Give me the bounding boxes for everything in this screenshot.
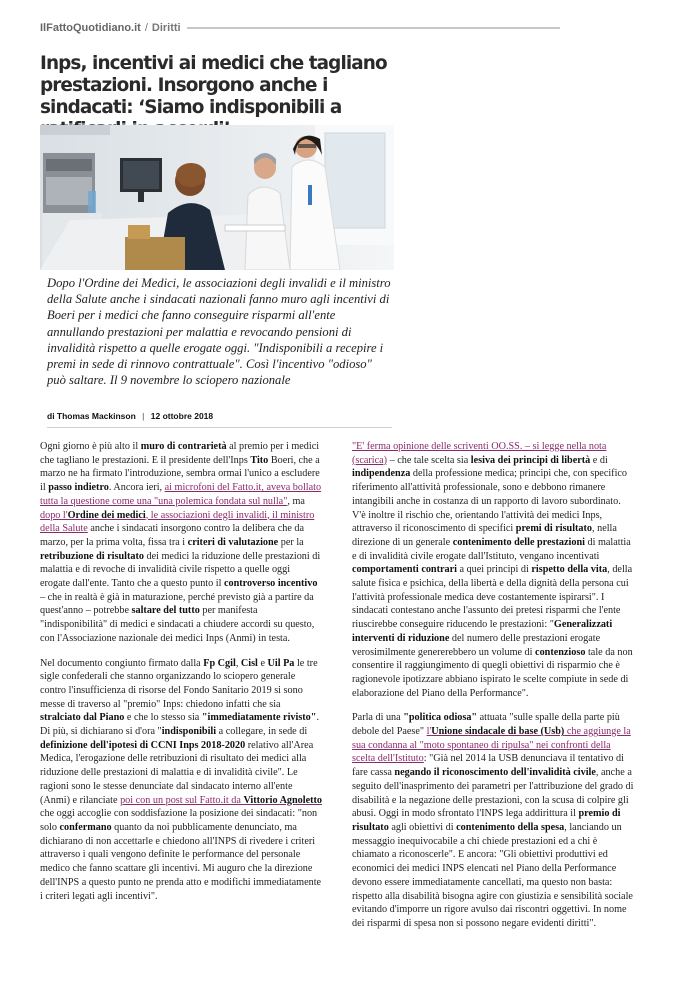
article-column-left — [40, 440, 322, 914]
article-lead: Dopo l'Ordine dei Medici, le associazioni degli invalidi e il ministro della Salute anche i sindacati nazionali fanno muro agli incentivi di Boeri per i medici che fanno conseguire risparmi all'ente annullando prestazioni per malattia e revocando pensioni di invalidità rispetto a quelle erogate oggi. "Indisponibili a recepire i premi in sede di rinnovo contrattuale". Così l'incentivo "odioso" può saltare. Il 9 novembre lo sciopero nazionale — [47, 276, 391, 388]
section-link[interactable]: Diritti — [151, 22, 181, 34]
usb-link[interactable]: l'Unione sindacale di base (Usb) che aggiunge la sua condanna al "moto spontaneo di ripulsa" nei confronti della scelta dell'Istituto — [352, 726, 631, 765]
agnoletto-post-link[interactable]: poi con un post sul Fatto.it da Vittorio Agnoletto — [120, 794, 323, 806]
breadcrumb-separator: / — [144, 22, 148, 34]
paragraph-1: Ogni giorno è più alto il muro di contrarietà al premio per i medici che tagliano le prestazioni. E il presidente dell'Inps Tito Boeri, che a marzo ne ha firmato l'introduzione, sembra ormai l'unico a escludere il passo indietro. Ancora ieri, ai microfoni del Fatto.it, aveva bollato tutta la questione come una "una polemica fondata sul nulla", ma dopo l'Ordine dei medici, le associazioni degli invalidi, il ministro della Salute anche i sindacati insorgono contro la delibera che da marzo, per la prima volta, fissa tra i criteri di valutazione per la retribuzione di risultato dei medici la riduzione delle prestazioni di malattia e di revoche di invalidità civile rispetto a quelle oggi erogate dall'ente. Tanto che a questo punto il controverso incentivo – che in realtà è già in maturazione, perché previsto già a partire da quest'anno – potrebbe saltare del tutto per manifesta "indisponibilità" di medici e sindacati a chiudere accordi su questo, con l'Associazione nazionale dei medici Inps (Anmi) in testa. — [40, 441, 322, 644]
publish-date: 12 ottobre 2018 — [150, 411, 214, 421]
breadcrumb-header — [40, 22, 560, 34]
ordine-medici-link[interactable]: dopo l'Ordine dei medici, le associazioni degli invalidi, il ministro della Salute — [40, 509, 315, 535]
byline-separator: | — [142, 411, 145, 421]
paragraph-2: Nel documento congiunto firmato dalla Fp Cgil, Cisl e Uil Pa le tre sigle confederali che stanno organizzando lo sciopero generale contro l'insufficienza di risorse del Fondo Sanitario 2019 si sono messe di traverso al "premio" Inps: chiedono infatti che sia stralciato dal Piano e che lo stesso sia "immediatamente rivisto". Di più, si dichiarano si d'ora "indisponibili a collegare, in sede di definizione dell'ipotesi di CCNI Inps 2018-2020 relativo all'Area Medica, l'erogazione delle retribuzioni di risultato dei medici alla riduzione delle prestazioni di malattia e di invalidità civile". Le ragioni sono le stesse denunciate dal sindacato interno all'ente (Anmi) e rilanciate poi con un post sul Fatto.it da Vittorio Agnoletto che oggi accoglie con soddisfazione la posizione dei sindacati: "non solo confermano quanto da noi pubblicamente denunciato, ma dichiarano di non accettarle e chiedono all'INPS di rivedere i criteri attraverso i quali vengono definite le performance del personale medico che fanno scattare gli incentivi. Mi auguro che la direzione dell'INPS a questo punto ne prenda atto e modifichi immediatamente i criteri legati agli incentivi". — [40, 657, 323, 902]
boeri-interview-link[interactable]: ai microfoni del Fatto.it, aveva bollato tutta la questione come una "una polemica fondata sul nulla" — [40, 482, 322, 507]
header-rule — [187, 27, 560, 29]
author-name[interactable]: di Thomas Mackinson — [47, 411, 136, 421]
article-photo — [40, 125, 394, 270]
article-title: Inps, incentivi ai medici che tagliano prestazioni. Insorgono anche i sindacati: ‘Siamo indisponibili a — [40, 53, 387, 118]
paragraph-3: "E' ferma opinione delle scriventi OO.SS. – si legge nella nota (scarica) – che tale scelta sia lesiva dei principi di libertà e di indipendenza della professione medica; principi che, con specifico riferimento all'attività professionale, sono e debbono rimanere intangibili anche in costanza di un rapporto di lavoro subordinato. V'è inoltre il rischio che, orientando l'attività dei medici Inps, attraverso il riconoscimento di specifici premi di risultato, nella direzione di un generale contenimento delle prestazioni di malattia e di invalidità civile erogate dall'Istituto, vengano incentivati comportamenti contrari a quei principi di rispetto della vita, della salute fisica e psichica, della libertà e della dignità della persona cui l'attività professionale medica deve costantemente ispirarsi". I sindacati contestano anche l'assunto dei pretesi risparmi che l'ente riuscirebbe conseguire riducendo le prestazioni: "Generalizzati interventi di riduzione del numero delle prestazioni erogate verosimilmente genererebbero un volume di contenzioso tale da non consentire il raggiungimento di quegli obiettivi di risparmio che è ragionevole ipotizzare abbiano ispirato le scelte compiute in sede di elaborazione del Piano della Performance". — [352, 441, 633, 699]
byline — [47, 411, 392, 428]
site-name-link[interactable]: IlFattoQuotidiano.it — [40, 22, 141, 34]
article-column-right — [352, 440, 634, 942]
nota-download-link[interactable]: "E' ferma opinione delle scriventi OO.SS. – si legge nella nota (scarica) — [352, 441, 607, 466]
paragraph-4: Parla di una "politica odiosa" attuata "sulle spalle della parte più debole del Paese" l'Unione sindacale di base (Usb) che aggiunge la sua condanna al "moto spontaneo di ripulsa" nei confronti della scelta dell'Istituto: "Già nel 2014 la USB denunciava il tentativo di fare cassa negando il riconoscimento dell'invalidità civile, anche a seguito dell'inasprimento dei parametri per l'attribuzione del grado di disabilità e la negazione delle prestazioni, con la scusa di colpire gli abusi. Oggi in modo sfrontato l'INPS lega addirittura il premio di risultato agli obiettivi di contenimento della spesa, lanciando un messaggio inequivocabile a chi chiede prestazioni ed a chi è chiamato a riconoscerle". E ancora: "Gli obiettivi produttivi ed economici dei medici INPS elencati nel Piano della Performance devono essere immediatamente cancellati, ma questo non basta: rispetto alla disabilità bisogna agire con giustizia e sensibilità sociale evitando d'imporre un rigore avulso dai riscontri oggettivi. In nome dei risparmi di spesa non si possono negare evidenti diritti". — [352, 712, 634, 929]
